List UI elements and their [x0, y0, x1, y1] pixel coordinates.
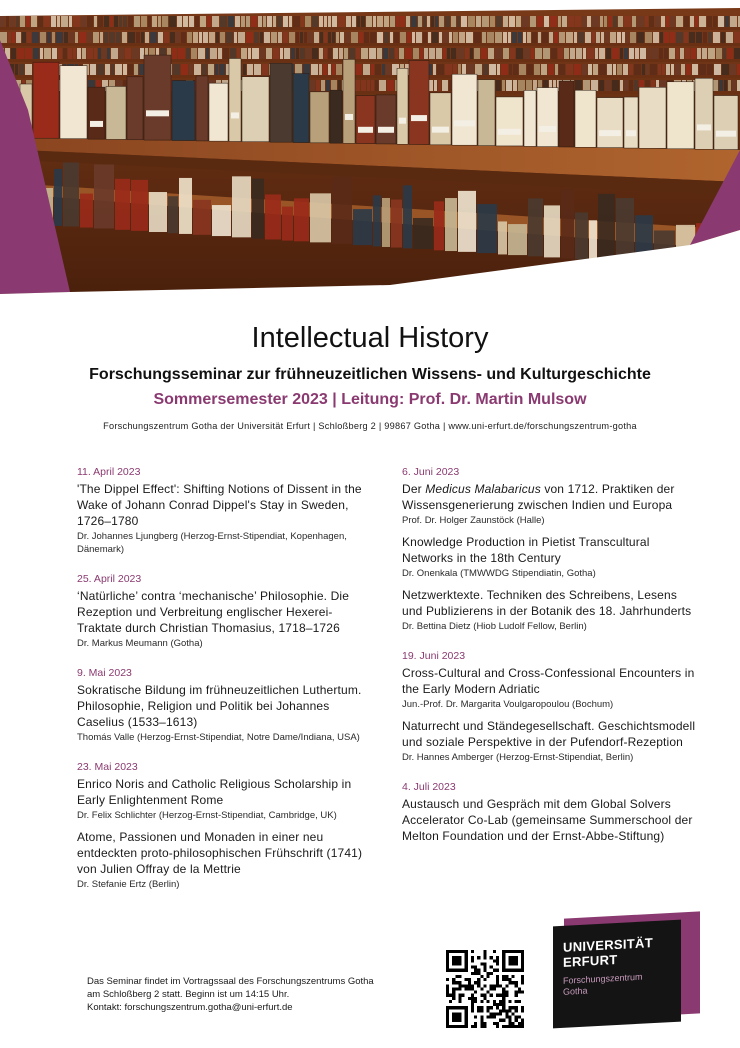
- session-date: 9. Mai 2023: [77, 667, 132, 679]
- talk-speaker: Dr. Felix Schlichter (Herzog-Ernst-Stipendiat, Cambridge, UK): [77, 810, 337, 821]
- talk: [402, 481, 698, 527]
- session-date: 19. Juni 2023: [402, 650, 466, 662]
- qr-code-icon[interactable]: [446, 950, 524, 1028]
- semester-line: Sommersemester 2023 | Leitung: Prof. Dr. Martin Mulsow: [153, 391, 587, 408]
- session: [402, 466, 698, 633]
- talk-title: [402, 481, 698, 513]
- hero-library-image: [0, 0, 740, 300]
- talk-speaker: Dr. Stefanie Ertz (Berlin): [77, 879, 180, 890]
- talk: [77, 588, 377, 650]
- talk-speaker: Dr. Bettina Dietz (Hiob Ludolf Fellow, Berlin): [402, 621, 587, 632]
- session-date: 23. Mai 2023: [77, 761, 138, 773]
- venue-note: [87, 975, 427, 1014]
- talk: [402, 665, 698, 711]
- logo-text: UNIVERSITÄT: [563, 935, 653, 955]
- qr-code-graphic: [446, 950, 524, 1028]
- page-subtitle: Forschungsseminar zur frühneuzeitlichen Wissens- und Kulturgeschichte: [89, 366, 651, 383]
- session: [402, 781, 698, 844]
- talk-title-italic: Medicus Malabaricus: [425, 482, 541, 496]
- talk-speaker: Dr. Markus Meumann (Gotha): [77, 638, 203, 649]
- page-title: Intellectual History: [251, 322, 489, 354]
- talk: [402, 534, 698, 580]
- venue-line: Das Seminar findet im Vortragssaal des Forschungszentrums Gotha: [87, 976, 374, 987]
- session-date: 6. Juni 2023: [402, 466, 460, 478]
- program-column-right: [402, 466, 698, 861]
- session-date: 11. April 2023: [77, 466, 141, 478]
- talk-title: 'The Dippel Effect': Shifting Notions of Dissent in the Wake of Johann Conrad Dippel's Stay in Sweden, 1726–1780: [77, 482, 362, 528]
- logo-text: ERFURT: [563, 951, 618, 970]
- talk: [402, 796, 698, 844]
- talk-title: Austausch und Gespräch mit dem Global Solvers Accelerator Co-Lab (gemeinsame Summerschool der Melton Foundation und der Ernst-Abbe-Stiftung): [402, 797, 693, 843]
- venue-line: am Schloßberg 2 statt. Beginn ist um 14:15 Uhr.: [87, 989, 290, 1000]
- talk-title: Knowledge Production in Pietist Transcultural Networks in the 18th Century: [402, 535, 650, 565]
- contact-line[interactable]: Kontakt: forschungszentrum.gotha@uni-erfurt.de: [87, 1002, 293, 1013]
- talk: [402, 718, 698, 764]
- program-column-left: [77, 466, 377, 908]
- talk: [77, 682, 377, 744]
- talk-speaker: Dr. Onenkala (TMWWDG Stipendiatin, Gotha): [402, 568, 596, 579]
- bookshelf-illustration: [0, 0, 740, 300]
- logo-box: [553, 920, 681, 1029]
- talk-speaker: Dr. Johannes Ljungberg (Herzog-Ernst-Stipendiat, Kopenhagen, Dänemark): [77, 531, 347, 555]
- talk: [77, 829, 377, 891]
- session: [402, 650, 698, 764]
- talk-title: ‘Natürliche’ contra ‘mechanische’ Philosophie. Die Rezeption und Verbreitung englischer Hexerei-Traktate durch Christian Thomasius, 1718–1726: [77, 589, 350, 635]
- talk-title: Cross-Cultural and Cross-Confessional Encounters in the Early Modern Adriatic: [402, 666, 695, 696]
- logo-subtext-line: Forschungszentrum: [563, 971, 643, 986]
- talk-speaker: Dr. Hannes Amberger (Herzog-Ernst-Stipendiat, Berlin): [402, 752, 634, 763]
- university-logo: [550, 915, 700, 1033]
- talk-speaker: Thomás Valle (Herzog-Ernst-Stipendiat, Notre Dame/Indiana, USA): [77, 732, 360, 743]
- session: [77, 667, 377, 744]
- talk-title: Netzwerktexte. Techniken des Schreibens, Lesens und Publizierens in der Botanik des 18. Jahrhunderts: [402, 588, 692, 618]
- talk: [77, 776, 377, 822]
- talk: [77, 481, 377, 556]
- logo-subtext: [563, 970, 671, 998]
- talk: [402, 587, 698, 633]
- talk-title-prefix: Der: [402, 482, 426, 496]
- session: [77, 761, 377, 891]
- talk-title: Sokratische Bildung im frühneuzeitlichen Luthertum. Philosophie, Religion und Politik bei Johannes Caselius (1533–1613): [77, 683, 362, 729]
- talk-title: Naturrecht und Ständegesellschaft. Geschichtsmodell und soziale Perspektive in der Pufendorf-Rezeption: [402, 719, 696, 749]
- talk-title-suffix: von 1712. Praktiken der Wissensgenerierung zwischen Indien und Europa: [402, 482, 675, 512]
- address-line: Forschungszentrum Gotha der Universität Erfurt | Schloßberg 2 | 99867 Gotha | www.uni-erfurt.de/forschungszentrum-gotha: [103, 421, 637, 431]
- session-date: 4. Juli 2023: [402, 781, 456, 793]
- session-date: 25. April 2023: [77, 573, 142, 585]
- talk-speaker: Jun.-Prof. Dr. Margarita Voulgaropoulou (Bochum): [402, 699, 614, 710]
- session: [77, 573, 377, 650]
- talk-title: Enrico Noris and Catholic Religious Scholarship in Early Enlightenment Rome: [77, 777, 352, 807]
- talk-speaker: Prof. Dr. Holger Zaunstöck (Halle): [402, 515, 545, 526]
- logo-subtext-line: Gotha: [563, 985, 588, 997]
- session: [77, 466, 377, 556]
- talk-title: Atome, Passionen und Monaden in einer neu entdeckten proto-philosophischen Frühschrift (1741) von Julien Offray de la Mettrie: [77, 830, 363, 876]
